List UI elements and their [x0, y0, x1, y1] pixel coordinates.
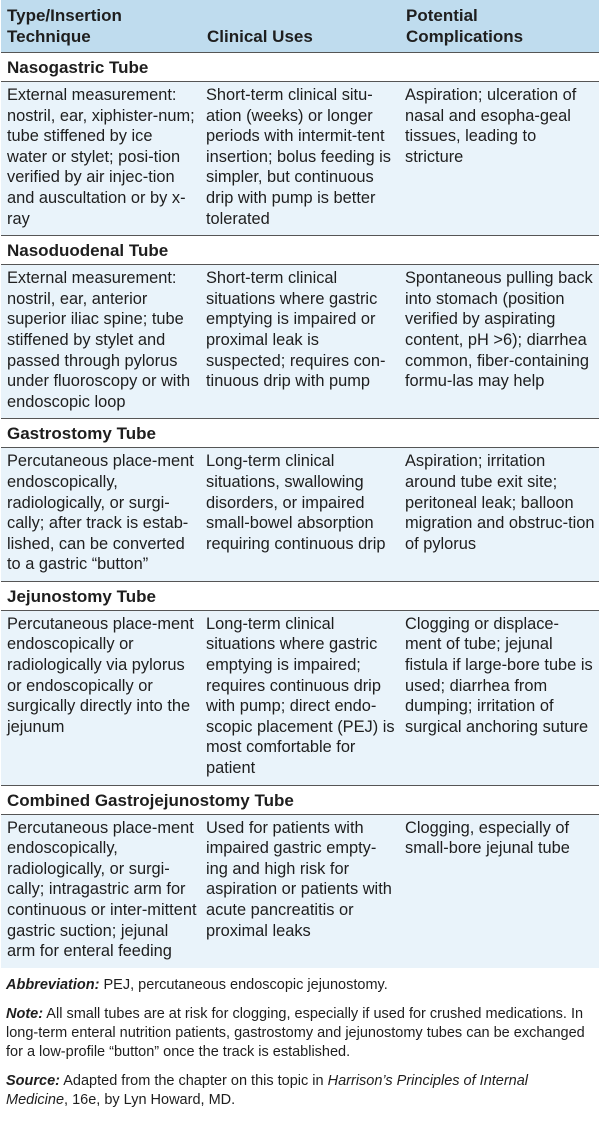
source-text: Adapted from the chapter on this topic in	[63, 1072, 324, 1089]
table-row	[1, 82, 599, 236]
technique-cell: Percutaneous place-ment endoscopically or radiologically via pylorus or endoscopically or surgically directly into the jejunum	[1, 610, 201, 785]
section-title: Nasoduodenal Tube	[1, 236, 599, 265]
technique-cell: Percutaneous place-ment endoscopically, radiologically, or surgi-cally; intragastric arm for continuous or inter-mittent gastric suction; jejunal arm for enteral feeding	[1, 814, 201, 968]
uses-cell: Long-term clinical situations, swallowing disorders, or impaired small-bowel absorption requiring continuous drip	[201, 448, 400, 582]
uses-cell: Long-term clinical situations where gastric emptying is impaired; requires continuous drip with pump; direct endo-scopic placement (PEJ) is most comfortable for patient	[201, 610, 400, 785]
note-label: Note:	[6, 1005, 44, 1022]
table-header-row	[1, 0, 599, 53]
section-title: Jejunostomy Tube	[1, 581, 599, 610]
complications-cell: Clogging, especially of small-bore jejunal tube	[400, 814, 599, 968]
abbreviation-label: Abbreviation:	[6, 976, 100, 993]
section-row-gastrojejunostomy	[1, 785, 599, 814]
uses-cell: Short-term clinical situ-ation (weeks) or longer periods with intermit-tent insertion; bolus feeding is simpler, but continuous drip with pump is better tolerated	[201, 82, 400, 236]
source-label: Source:	[6, 1072, 60, 1089]
technique-cell: External measurement: nostril, ear, anterior superior iliac spine; tube stiffened by stylet and passed through pylorus under fluoroscopy or with endoscopic loop	[1, 265, 201, 419]
section-row-nasogastric	[1, 53, 599, 82]
note-footnote	[6, 995, 594, 1062]
header-technique: Type/Insertion Technique	[1, 0, 201, 53]
enteral-tube-table	[1, 0, 599, 968]
table-row	[1, 814, 599, 968]
section-row-gastrostomy	[1, 419, 599, 448]
complications-cell: Aspiration; irritation around tube exit site; peritoneal leak; balloon migration and obstruc-tion of pylorus	[400, 448, 599, 582]
technique-cell: Percutaneous place-ment endoscopically, radiologically, or surgi-cally; after track is estab-lished, can be converted to a gastric “button”	[1, 448, 201, 582]
uses-cell: Short-term clinical situations where gastric emptying is impaired or proximal leak is suspected; requires con-tinuous drip with pump	[201, 265, 400, 419]
table-row	[1, 265, 599, 419]
abbreviation-text: PEJ, percutaneous endoscopic jejunostomy.	[103, 976, 388, 993]
complications-cell: Aspiration; ulceration of nasal and esopha-geal tissues, leading to stricture	[400, 82, 599, 236]
source-book-title: Harrison’s Principles of Internal Medicine	[6, 1072, 529, 1108]
section-row-nasoduodenal	[1, 236, 599, 265]
header-complications: Potential Complications	[400, 0, 599, 53]
source-text-edition: , 16e, by Lyn Howard, MD.	[64, 1091, 236, 1108]
technique-cell: External measurement: nostril, ear, xiphister-num; tube stiffened by ice water or stylet; posi-tion verified by air injec-tion and auscultation or by x-ray	[1, 82, 201, 236]
complications-cell: Spontaneous pulling back into stomach (position verified by aspirating content, pH >6); diarrhea common, fiber-containing formu-las may help	[400, 265, 599, 419]
abbreviation-footnote	[6, 968, 594, 995]
note-text: All small tubes are at risk for clogging, especially if used for crushed medications. In long-term enteral nutrition patients, gastrostomy and jejunostomy tubes can be exchanged for a low-profile “button” once the track is established.	[6, 1005, 585, 1060]
uses-cell: Used for patients with impaired gastric empty-ing and high risk for aspiration or patients with acute pancreatitis or proximal leaks	[201, 814, 400, 968]
section-row-jejunostomy	[1, 581, 599, 610]
source-footnote	[6, 1062, 594, 1110]
section-title: Nasogastric Tube	[1, 53, 599, 82]
table-row	[1, 610, 599, 785]
table-row	[1, 448, 599, 582]
section-title: Combined Gastrojejunostomy Tube	[1, 785, 599, 814]
section-title: Gastrostomy Tube	[1, 419, 599, 448]
table-footnotes	[0, 968, 600, 1110]
complications-cell: Clogging or displace-ment of tube; jejunal fistula if large-bore tube is used; diarrhea from dumping; irritation of surgical anchoring suture	[400, 610, 599, 785]
header-clinical-uses: Clinical Uses	[201, 0, 400, 53]
